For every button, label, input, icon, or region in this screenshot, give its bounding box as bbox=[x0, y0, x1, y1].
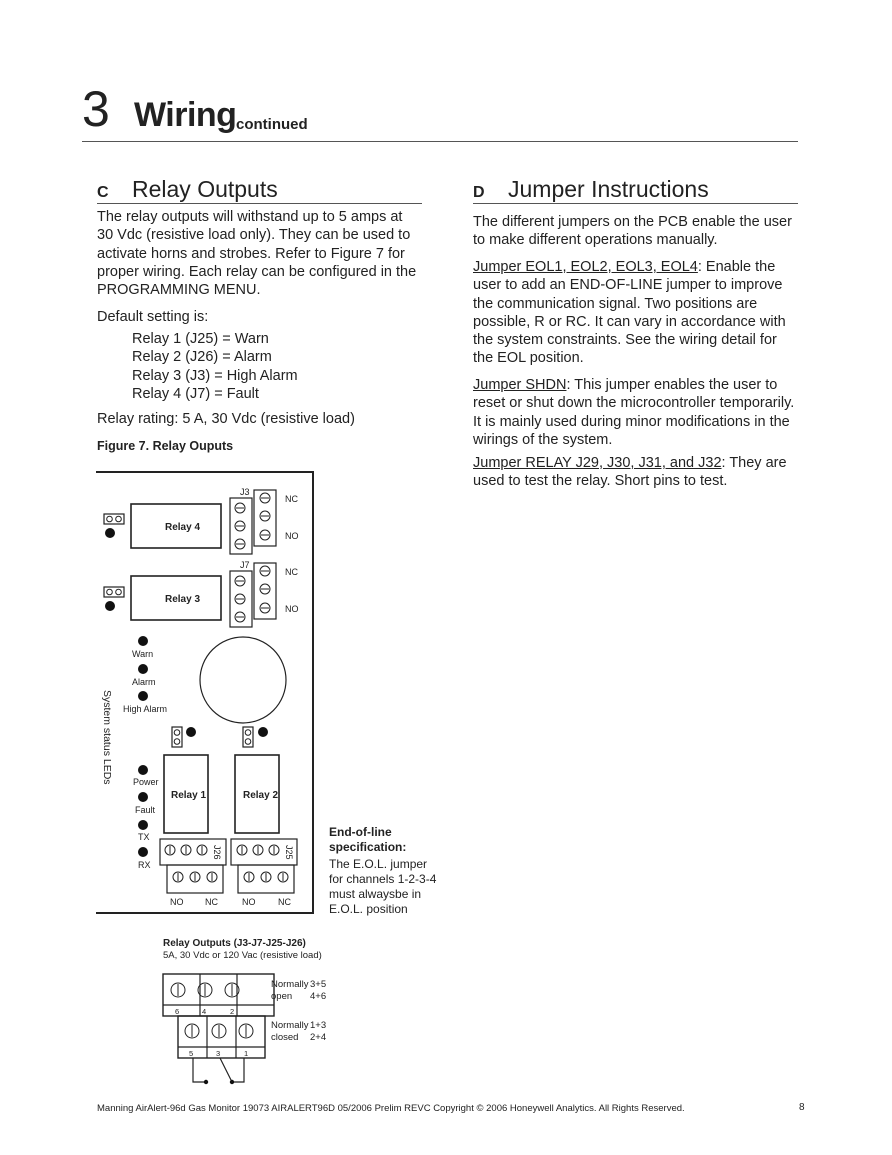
led-rx bbox=[138, 847, 148, 857]
chapter-number: 3 bbox=[82, 81, 110, 137]
j25-label: J25 bbox=[284, 845, 294, 860]
led-fault bbox=[138, 792, 148, 802]
eol-spec-title: End-of-line specification: bbox=[329, 825, 407, 854]
led-alarm bbox=[138, 664, 148, 674]
led-high-alarm bbox=[138, 691, 148, 701]
relay2-label: Relay 2 bbox=[243, 790, 279, 801]
relay3-label: Relay 3 bbox=[165, 594, 201, 605]
detail-title: Relay Outputs (J3-J7-J25-J26) bbox=[163, 938, 306, 949]
jumper-relay-label: Jumper RELAY J29, J30, J31, and J32 bbox=[473, 455, 722, 471]
chapter-title: Wiring bbox=[134, 96, 237, 134]
pin-4: 4 bbox=[202, 1007, 207, 1016]
relay4-label: Relay 4 bbox=[165, 522, 201, 533]
j26-nc-label: NC bbox=[205, 897, 218, 907]
footer-text: Manning AirAlert-96d Gas Monitor 19073 AIRALERT96D 05/2006 Prelim REVC Copyright © 2006 Honeywell Analytics. All Rights Reserved. bbox=[97, 1103, 685, 1114]
pin-5: 5 bbox=[189, 1049, 194, 1058]
j26-no-label: NO bbox=[170, 897, 184, 907]
led-warn-label: Warn bbox=[132, 649, 154, 659]
jumper-eol-label: Jumper EOL1, EOL2, EOL3, EOL4 bbox=[473, 259, 698, 275]
normally-closed-label-2: closed bbox=[271, 1032, 299, 1043]
normally-closed-label-1: Normally bbox=[271, 1020, 309, 1031]
j7-no-label: NO bbox=[285, 604, 299, 614]
led-dots bbox=[105, 528, 268, 1084]
pin-1: 1 bbox=[244, 1049, 249, 1058]
board-outline bbox=[96, 472, 313, 913]
detail-wire-right bbox=[232, 1058, 244, 1082]
j7-nc-label: NC bbox=[285, 567, 298, 577]
detail-wire-left bbox=[193, 1058, 206, 1082]
jumper-relay-paragraph: Jumper RELAY J29, J30, J31, and J32: They are used to test the relay. Short pins to test. bbox=[473, 455, 787, 490]
section-d-letter: D bbox=[473, 184, 485, 201]
figure-caption: Figure 7. Relay Ouputs bbox=[97, 439, 234, 453]
led-fault-label: Fault bbox=[135, 805, 156, 815]
j25-nc-label: NC bbox=[278, 897, 291, 907]
section-c-letter: C bbox=[97, 184, 109, 201]
j25-no-label: NO bbox=[242, 897, 256, 907]
relay1-label: Relay 1 bbox=[171, 790, 207, 801]
j7-label: J7 bbox=[240, 560, 250, 570]
led-power-label: Power bbox=[133, 777, 159, 787]
detail-wire-switch bbox=[220, 1058, 232, 1082]
normally-closed-pins-1: 1+3 bbox=[310, 1020, 327, 1031]
led-tx-label: TX bbox=[138, 832, 150, 842]
section-c-paragraph: The relay outputs will withstand up to 5 amps at 30 Vdc (resistive load only). They can be used to activate horns and strobes. Refer to Figure 7 for proper wiring. Each relay can be configured in the PROGRAMMING MENU. bbox=[97, 209, 417, 299]
led-alarm-label: Alarm bbox=[132, 677, 156, 687]
relay-rating: Relay rating: 5 A, 30 Vdc (resistive load) bbox=[97, 411, 355, 427]
pin-3: 3 bbox=[216, 1049, 221, 1058]
normally-open-pins-1: 3+5 bbox=[310, 979, 327, 990]
normally-open-label-1: Normally bbox=[271, 979, 309, 990]
detail-block-top bbox=[163, 974, 274, 1016]
eol-spec-body: The E.O.L. jumper for channels 1-2-3-4 must alwaysbe in E.O.L. position bbox=[329, 857, 437, 916]
jumper-shdn-paragraph: Jumper SHDN: This jumper enables the user to reset or shut down the microcontroller temporarily. It is mainly used during minor modifications in the wirings of the system. bbox=[473, 377, 795, 448]
led-rx-label: RX bbox=[138, 860, 151, 870]
section-c-title: Relay Outputs bbox=[132, 176, 278, 202]
jumper-intro: The different jumpers on the PCB enable the user to make different operations manually. bbox=[473, 214, 792, 249]
normally-closed-pins-2: 2+4 bbox=[310, 1032, 327, 1043]
j3-label: J3 bbox=[240, 487, 250, 497]
default-setting-label: Default setting is: bbox=[97, 309, 209, 325]
led-tx bbox=[138, 820, 148, 830]
j3-no-label: NO bbox=[285, 531, 299, 541]
detail-subtitle: 5A, 30 Vdc or 120 Vac (resistive load) bbox=[163, 950, 322, 961]
pin-6: 6 bbox=[175, 1007, 180, 1016]
led-warn bbox=[138, 636, 148, 646]
chapter-subtitle: continued bbox=[236, 116, 308, 133]
buzzer-circle bbox=[200, 637, 286, 723]
j26-label: J26 bbox=[212, 845, 222, 860]
normally-open-label-2: open bbox=[271, 991, 293, 1002]
j3-nc-label: NC bbox=[285, 494, 298, 504]
system-status-leds-label: System status LEDs bbox=[101, 690, 113, 785]
jumper-shdn-label: Jumper SHDN bbox=[473, 377, 567, 393]
pin-2: 2 bbox=[230, 1007, 235, 1016]
led-high-alarm-label: High Alarm bbox=[123, 704, 168, 714]
normally-open-pins-2: 4+6 bbox=[310, 991, 327, 1002]
jumper-eol-paragraph: Jumper EOL1, EOL2, EOL3, EOL4: Enable the user to add an END-OF-LINE jumper to improve the communication signal. Two positions are possible, R or RC. It can vary in accordance with the system constraints. See the wiring detail for the EOL position. bbox=[473, 259, 786, 367]
page-number: 8 bbox=[799, 1102, 805, 1113]
relay-default-list: Relay 1 (J25) = Warn Relay 2 (J26) = Alarm Relay 3 (J3) = High Alarm Relay 4 (J7) = Fault bbox=[132, 331, 298, 402]
led-power bbox=[138, 765, 148, 775]
section-d-title: Jumper Instructions bbox=[508, 176, 709, 202]
